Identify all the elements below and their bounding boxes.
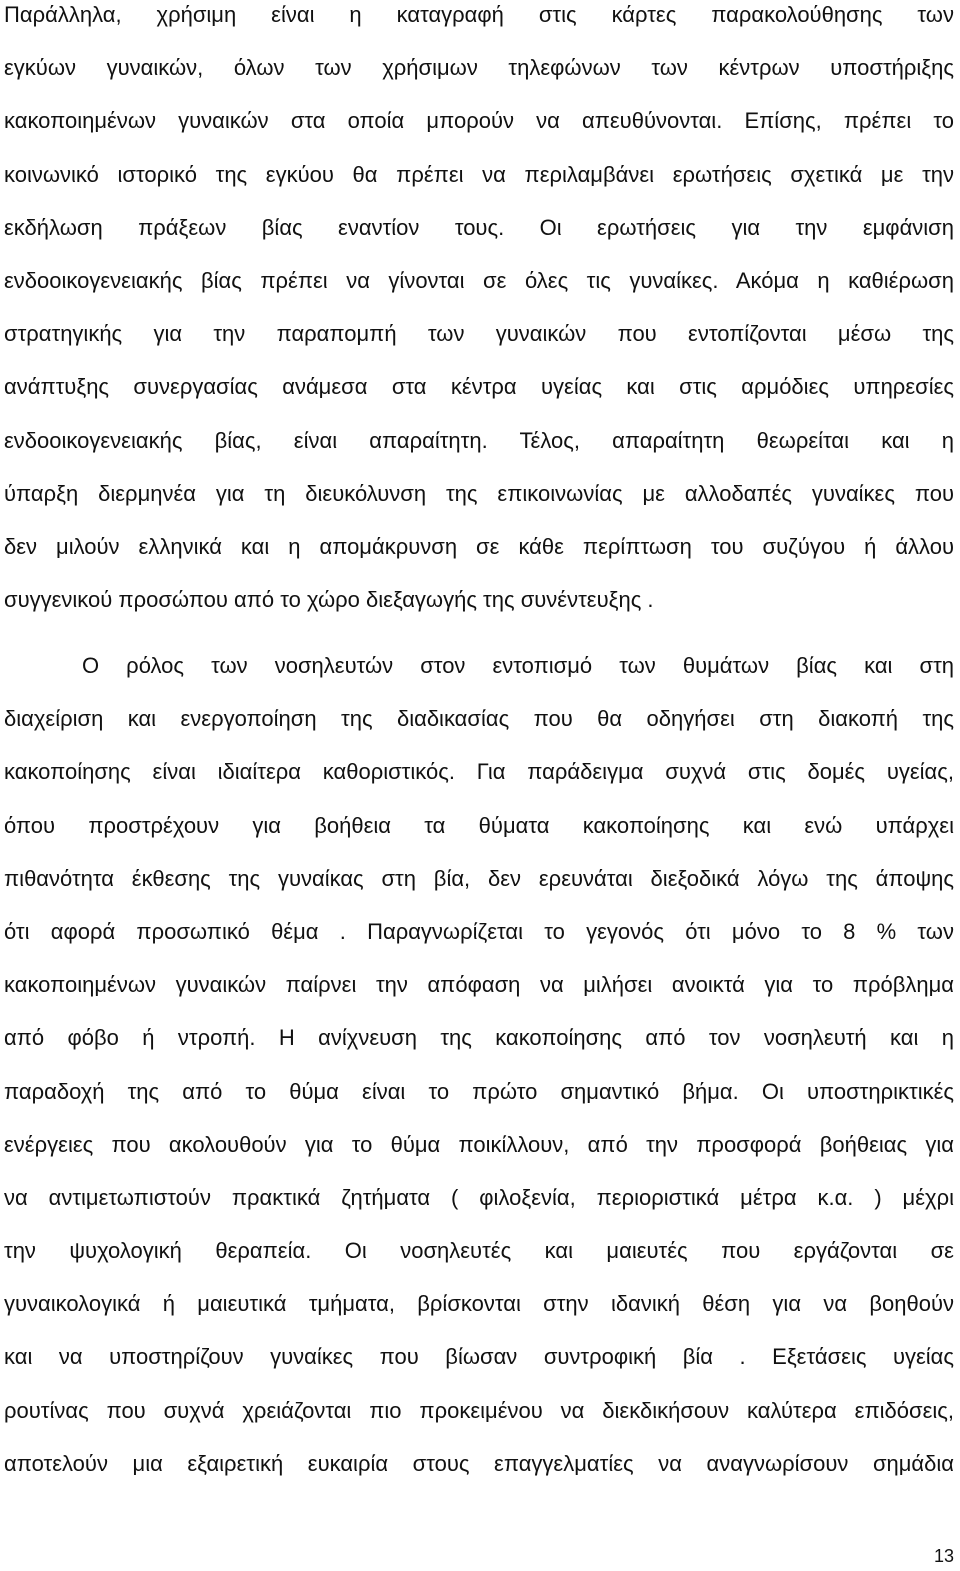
- paragraph-1: [4, 0, 954, 638]
- text-line: ενδοοικογενειακής βίας, είναι απαραίτητη. Τέλος, απαραίτητη θεωρείται και η: [4, 427, 954, 453]
- paragraph-2: [4, 651, 954, 1502]
- text-line: αποτελούν μια εξαιρετική ευκαιρία στους επαγγελματίες να αναγνωρίσουν σημάδια: [4, 1450, 954, 1476]
- text-line: κακοποιημένων γυναικών στα οποία μπορούν να απευθύνονται. Επίσης, πρέπει το: [4, 108, 954, 134]
- text-line: κακοποιημένων γυναικών παίρνει την απόφαση να μιλήσει ανοικτά για το πρόβλημα: [4, 972, 954, 998]
- text-line: ότι αφορά προσωπικό θέμα . Παραγνωρίζεται το γεγονός ότι μόνο το 8 % των: [4, 918, 954, 944]
- text-line: Ο ρόλος των νοσηλευτών στον εντοπισμό των θυμάτων βίας και στη: [82, 653, 954, 678]
- text-line: να αντιμετωπιστούν πρακτικά ζητήματα ( φιλοξενία, περιοριστικά μέτρα κ.α. ) μέχρι: [4, 1184, 954, 1210]
- text-line: εκδήλωση πράξεων βίας εναντίον τους. Οι ερωτήσεις για την εμφάνιση: [4, 214, 954, 240]
- text-line: και να υποστηρίζουν γυναίκες που βίωσαν συντροφική βία . Εξετάσεις υγείας: [4, 1344, 954, 1370]
- text-line: κοινωνικό ιστορικό της εγκύου θα πρέπει να περιλαμβάνει ερωτήσεις σχετικά με την: [4, 161, 954, 187]
- text-line: εγκύων γυναικών, όλων των χρήσιμων τηλεφώνων των κέντρων υποστήριξης: [4, 55, 954, 81]
- text-line: πιθανότητα έκθεσης της γυναίκας στη βία, δεν ερευνάται διεξοδικά λόγω της άποψης: [4, 865, 954, 891]
- text-line: διαχείριση και ενεργοποίηση της διαδικασίας που θα οδηγήσει στη διακοπή της: [4, 706, 954, 732]
- text-line: κακοποίησης είναι ιδιαίτερα καθοριστικός. Για παράδειγμα συχνά στις δομές υγείας,: [4, 759, 954, 785]
- text-line: ενέργειες που ακολουθούν για το θύμα ποικίλλουν, από την προσφορά βοήθειας για: [4, 1131, 954, 1157]
- text-line: Παράλληλα, χρήσιμη είναι η καταγραφή στις κάρτες παρακολούθησης των: [4, 2, 954, 27]
- text-line: συγγενικού προσώπου από το χώρο διεξαγωγής της συνέντευξης .: [4, 587, 654, 613]
- text-line: ενδοοικογενειακής βίας πρέπει να γίνονται σε όλες τις γυναίκες. Ακόμα η καθιέρωση: [4, 267, 954, 293]
- text-line: στρατηγικής για την παραπομπή των γυναικών που εντοπίζονται μέσω της: [4, 321, 954, 347]
- text-line: παραδοχή της από το θύμα είναι το πρώτο σημαντικό βήμα. Οι υποστηρικτικές: [4, 1078, 954, 1104]
- text-line: γυναικολογικά ή μαιευτικά τμήματα, βρίσκονται στην ιδανική θέση για να βοηθούν: [4, 1291, 954, 1317]
- text-line: ρουτίνας που συχνά χρειάζονται πιο προκειμένου να διεκδικήσουν καλύτερα επιδόσεις,: [4, 1397, 954, 1423]
- text-line: όπου προστρέχουν για βοήθεια τα θύματα κακοποίησης και ενώ υπάρχει: [4, 812, 954, 838]
- text-line: δεν μιλούν ελληνικά και η απομάκρυνση σε κάθε περίπτωση του συζύγου ή άλλου: [4, 533, 954, 559]
- text-line: από φόβο ή ντροπή. Η ανίχνευση της κακοποίησης από τον νοσηλευτή και η: [4, 1025, 954, 1051]
- text-line: την ψυχολογική θεραπεία. Οι νοσηλευτές και μαιευτές που εργάζονται σε: [4, 1238, 954, 1264]
- text-line: ανάπτυξης συνεργασίας ανάμεσα στα κέντρα υγείας και στις αρμόδιες υπηρεσίες: [4, 374, 954, 400]
- text-line: ύπαρξη διερμηνέα για τη διευκόλυνση της επικοινωνίας με αλλοδαπές γυναίκες που: [4, 480, 954, 506]
- page-number: 13: [933, 1546, 954, 1566]
